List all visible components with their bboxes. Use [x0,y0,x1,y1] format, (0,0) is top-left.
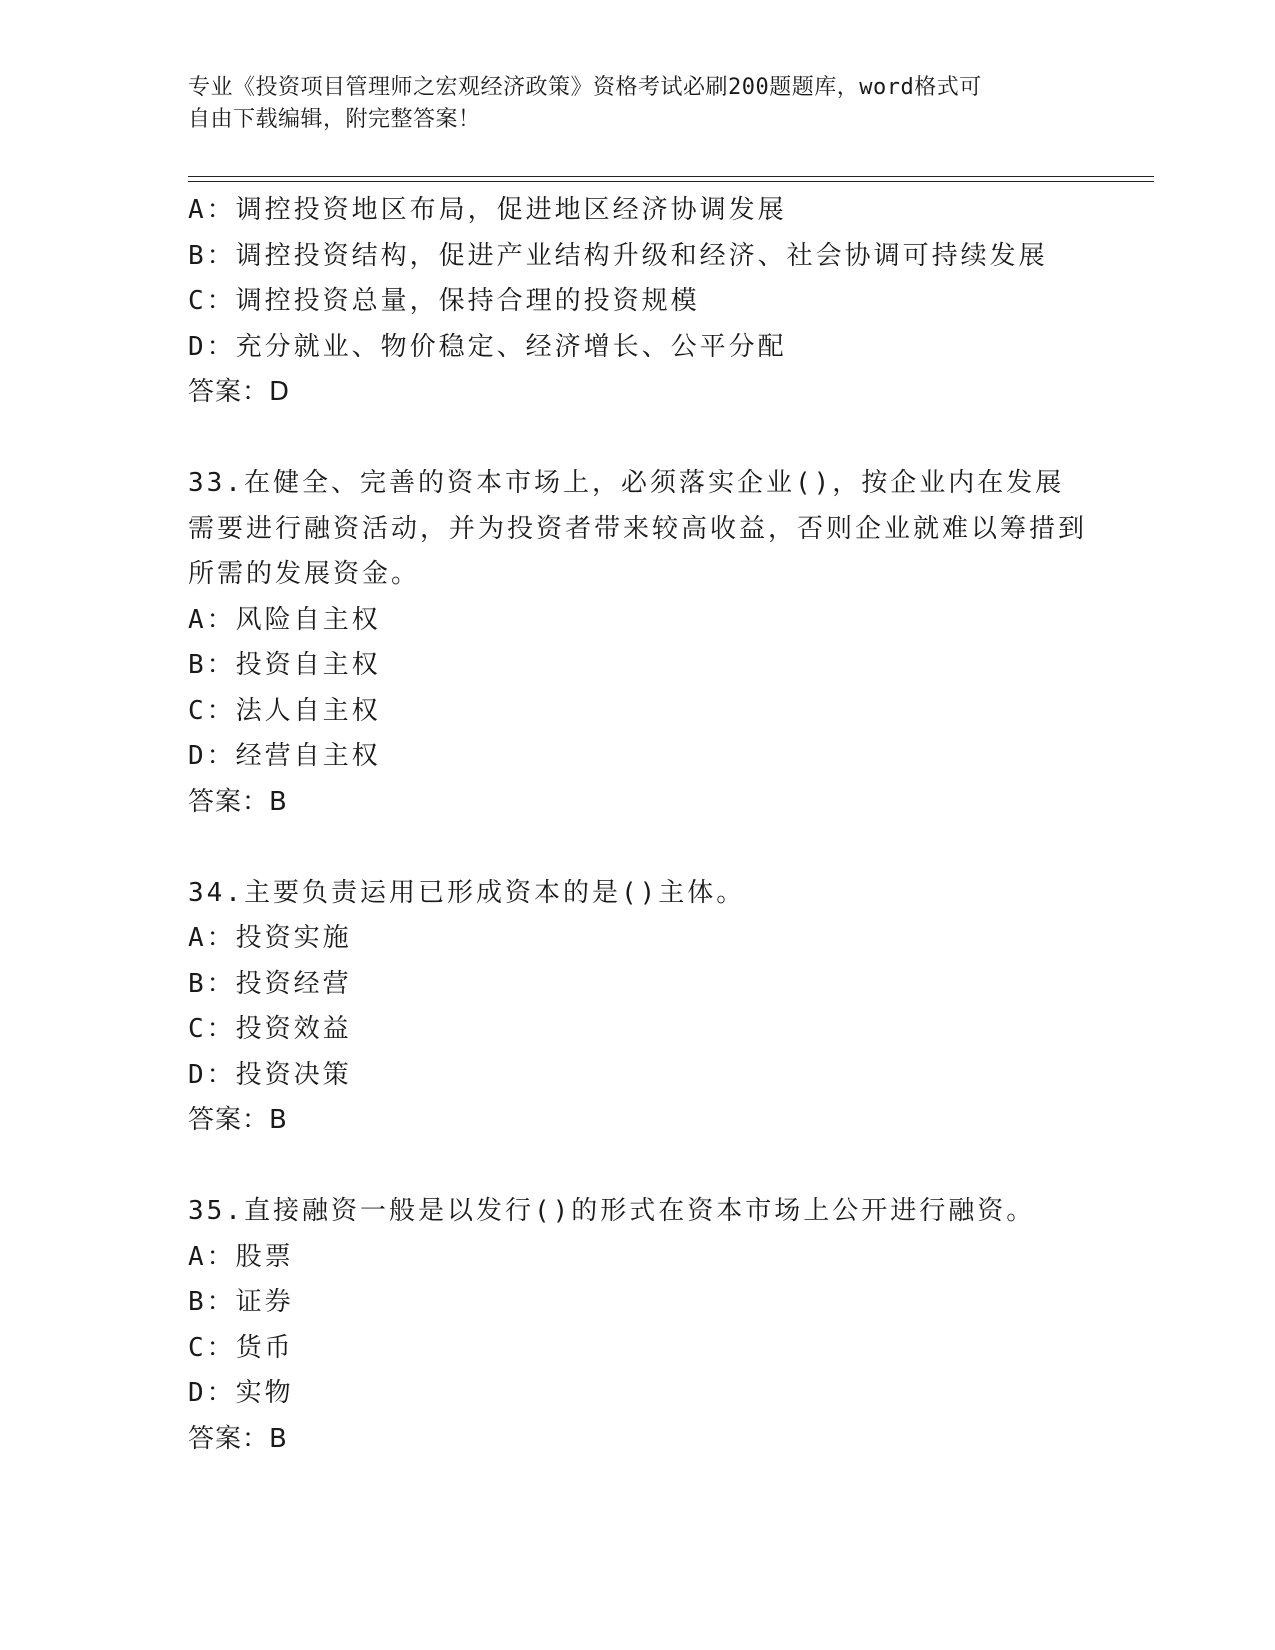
option-a: A：投资实施 [188,923,352,953]
question-block-partial [188,188,1088,416]
header-divider-top [188,176,1154,177]
option-b: B：证券 [188,1287,294,1317]
option-a: A：风险自主权 [188,604,381,635]
option-c: C：投资效益 [188,1014,352,1044]
option-d: D：经营自主权 [188,741,381,771]
answer-line: 答案：B [188,1105,288,1135]
question-block-35 [188,1189,1088,1462]
question-block-34 [188,871,1088,1144]
header-divider-bottom [188,181,1154,182]
option-b: B：投资经营 [188,968,352,999]
option-b: B：投资自主权 [188,650,381,680]
option-c: C：货币 [188,1332,294,1363]
question-stem: 33.在健全、完善的资本市场上，必须落实企业()，按企业内在发展需要进行融资活动，并为投资者带来较高收益，否则企业就难以筹措到所需的发展资金。 [188,468,1088,589]
option-a: A：调控投资地区布局，促进地区经济协调发展 [188,195,787,225]
option-d: D：投资决策 [188,1059,352,1090]
document-header [188,72,1068,136]
answer-line: 答案：D [188,377,291,407]
option-d: D：充分就业、物价稳定、经济增长、公平分配 [188,331,787,362]
option-c: C：法人自主权 [188,695,381,726]
header-line-1: 专业《投资项目管理师之宏观经济政策》资格考试必刷200题题库，word格式可 [188,75,982,100]
option-c: C：调控投资总量，保持合理的投资规模 [188,286,700,316]
answer-line: 答案：B [188,1423,288,1454]
question-stem: 35.直接融资一般是以发行()的形式在资本市场上公开进行融资。 [188,1196,1036,1226]
question-block-33 [188,461,1088,825]
option-b: B：调控投资结构，促进产业结构升级和经济、社会协调可持续发展 [188,240,1048,271]
question-stem: 34.主要负责运用已形成资本的是()主体。 [188,877,746,908]
option-a: A：股票 [188,1241,294,1272]
option-d: D：实物 [188,1378,294,1408]
question-list [188,188,1088,1462]
header-line-2: 自由下载编辑，附完整答案！ [188,107,481,132]
answer-line: 答案：B [188,786,288,817]
